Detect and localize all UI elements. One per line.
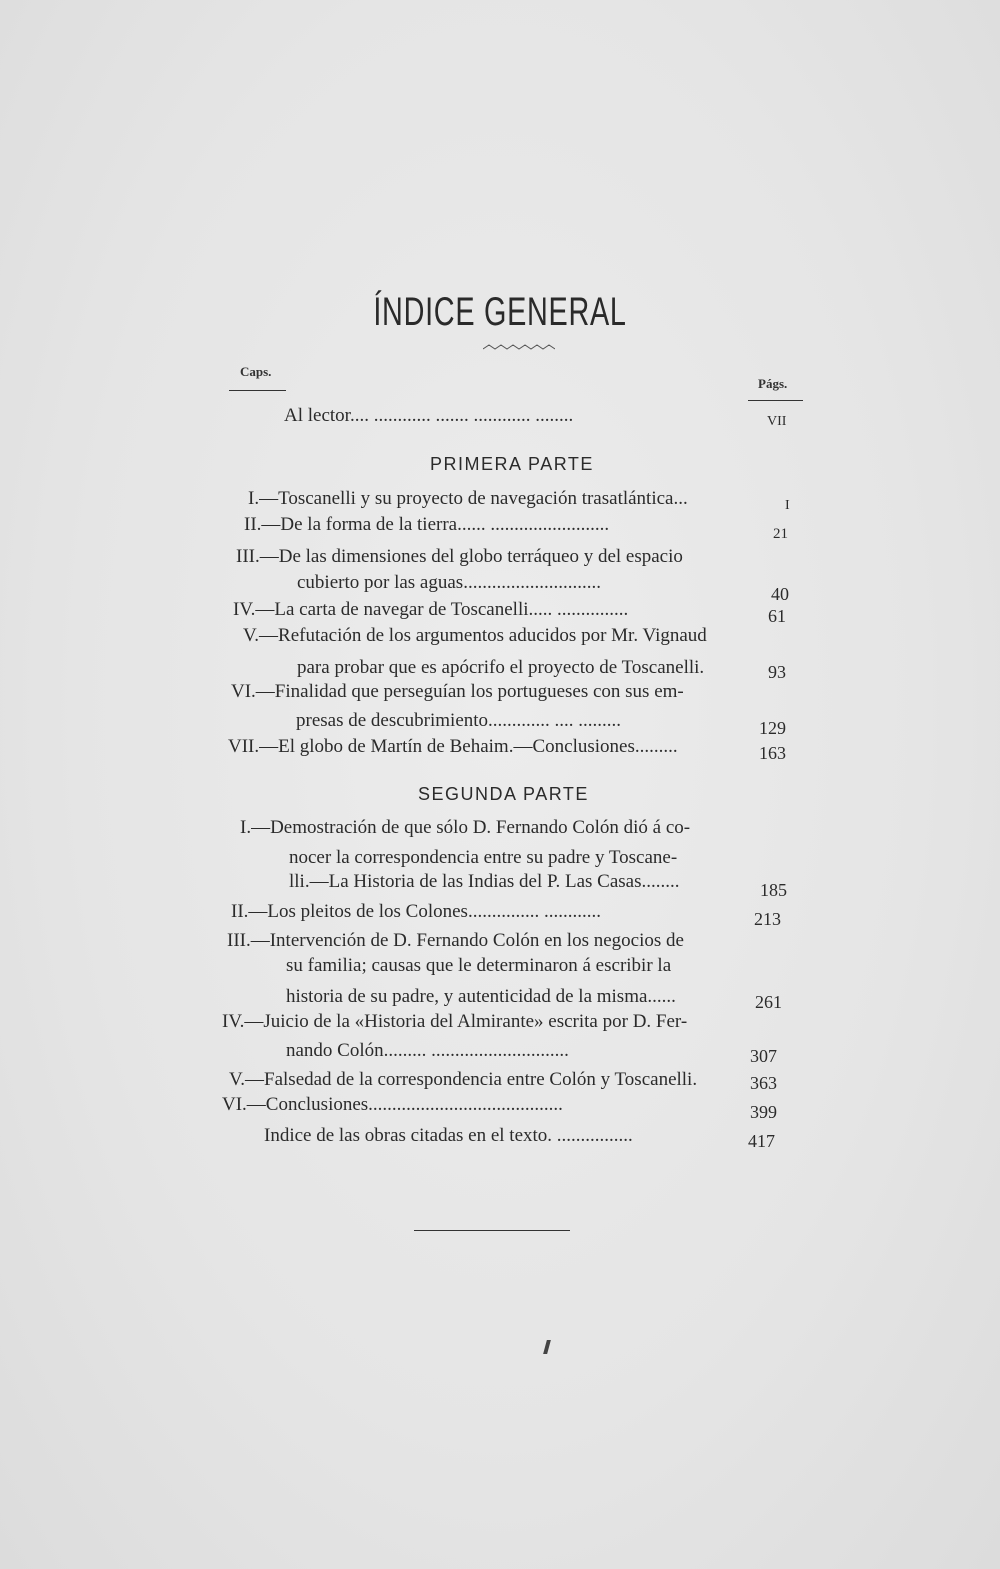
toc-page-number: I: [785, 498, 790, 513]
toc-page-number: 129: [759, 718, 786, 738]
toc-page-number: 213: [754, 909, 781, 929]
toc-page-number: 185: [760, 880, 787, 900]
toc-entry-continuation: presas de descubrimiento............. .... .........: [296, 710, 622, 731]
part-heading-segunda: SEGUNDA PARTE: [418, 784, 589, 804]
toc-page-number: 307: [750, 1046, 777, 1066]
toc-entry-al-lector: Al lector.... ............ ....... ............ ........: [284, 405, 574, 426]
toc-entry-continuation: nando Colón......... .............................: [286, 1040, 569, 1061]
toc-entry-continuation: historia de su padre, y autenticidad de la misma......: [286, 986, 676, 1007]
toc-page-number: 417: [748, 1131, 775, 1151]
ink-mark: [543, 1340, 551, 1354]
toc-entry-continuation: cubierto por las aguas.............................: [297, 572, 601, 593]
pages-header-rule: [748, 400, 803, 401]
toc-entry: V.—Falsedad de la correspondencia entre Colón y Toscanelli.: [229, 1069, 698, 1090]
toc-entry: Indice de las obras citadas en el texto. ................: [264, 1125, 633, 1146]
toc-entry-continuation: para probar que es apócrifo el proyecto de Toscanelli.: [297, 657, 705, 678]
toc-page-number: 399: [750, 1102, 777, 1122]
toc-entry: V.—Refutación de los argumentos aducidos por Mr. Vignaud: [243, 625, 707, 646]
toc-entry-continuation: lli.—La Historia de las Indias del P. Las Casas........: [289, 871, 680, 892]
toc-entry: II.—Los pleitos de los Colones............... ............: [231, 901, 601, 922]
toc-page-al-lector: VII: [767, 414, 787, 429]
toc-page-number: 93: [768, 662, 786, 682]
part-heading-primera: PRIMERA PARTE: [430, 454, 594, 474]
page-title: ÍNDICE GENERAL: [373, 290, 627, 334]
toc-entry: VII.—El globo de Martín de Behaim.—Conclusiones.........: [228, 736, 678, 757]
toc-page-number: 363: [750, 1073, 777, 1093]
toc-page-number: 40: [771, 584, 789, 604]
toc-page-number: 61: [768, 606, 786, 626]
chapters-column-header: Caps.: [240, 364, 272, 379]
toc-entry-continuation: nocer la correspondencia entre su padre y Toscane-: [289, 847, 678, 868]
toc-entry: VI.—Conclusiones.........................................: [222, 1094, 563, 1115]
toc-entry-continuation: su familia; causas que le determinaron á escribir la: [286, 955, 672, 976]
toc-entry: I.—Toscanelli y su proyecto de navegación trasatlántica...: [248, 488, 688, 509]
closing-rule: [414, 1230, 570, 1231]
toc-entry: VI.—Finalidad que perseguían los portugueses con sus em-: [231, 681, 684, 702]
toc-page-number: 163: [759, 743, 786, 763]
toc-page-number: 261: [755, 992, 782, 1012]
toc-entry: II.—De la forma de la tierra...... .........................: [244, 514, 610, 535]
chapters-header-rule: [229, 390, 286, 391]
toc-entry: III.—Intervención de D. Fernando Colón en los negocios de: [227, 930, 684, 951]
toc-entry: I.—Demostración de que sólo D. Fernando Colón dió á co-: [240, 817, 691, 838]
toc-entry: IV.—Juicio de la «Historia del Almirante» escrita por D. Fer-: [222, 1011, 688, 1032]
title-flourish: [483, 342, 555, 352]
toc-entry: IV.—La carta de navegar de Toscanelli..... ...............: [233, 599, 629, 620]
toc-entry: III.—De las dimensiones del globo terráqueo y del espacio: [236, 546, 683, 567]
toc-page-number: 21: [773, 526, 788, 542]
pages-column-header: Págs.: [758, 376, 788, 391]
